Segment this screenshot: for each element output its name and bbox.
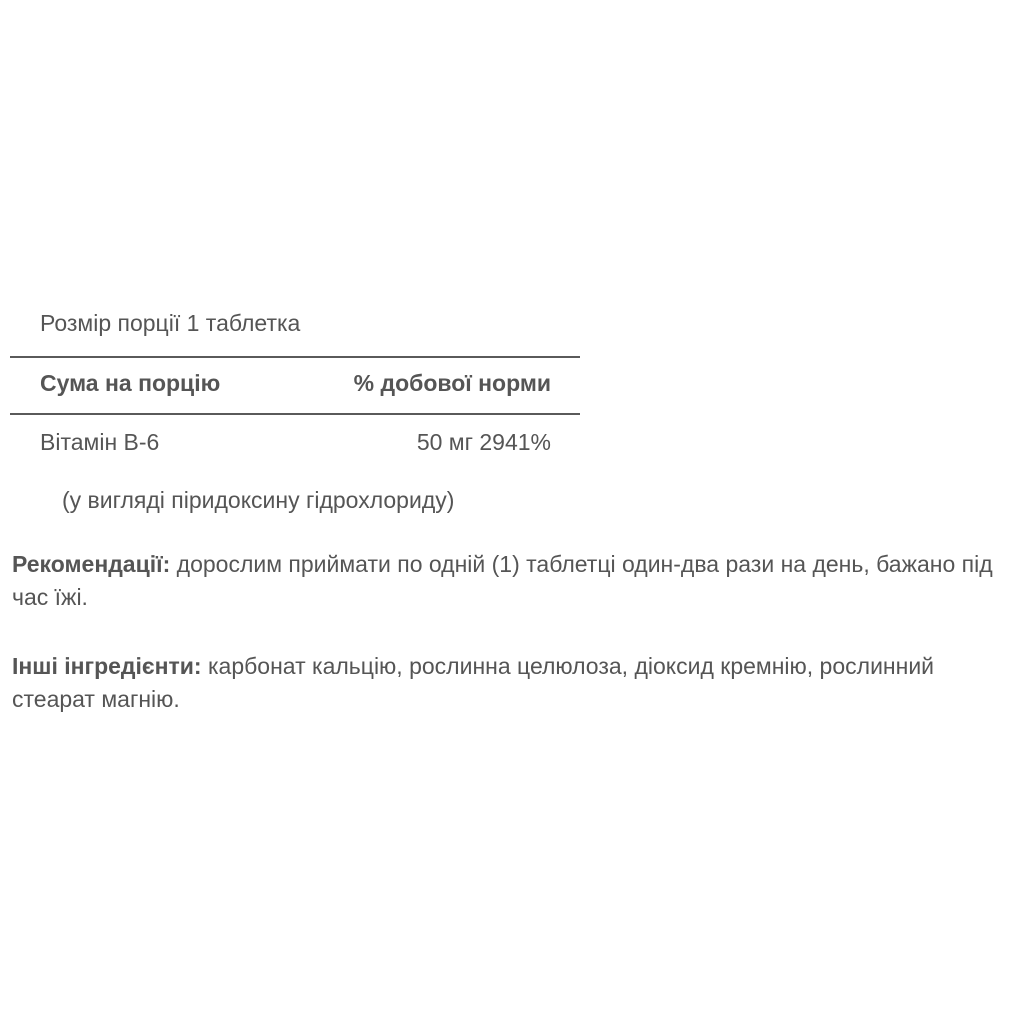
recommendations-label: Рекомендації: [12,551,171,577]
header-daily-value: % добової норми [353,370,551,396]
nutrient-form-note: (у вигляді піридоксину гідрохлориду) [62,487,455,513]
recommendations-text: дорослим приймати по одній (1) таблетці один-два рази на день, бажано під час їжі. [12,551,993,610]
other-ingredients-paragraph [12,650,1017,716]
table-header-divider [10,413,580,415]
nutrient-name: Вітамін В-6 [40,429,160,455]
recommendations-paragraph [12,548,1017,614]
serving-size: Розмір порції 1 таблетка [40,310,301,336]
nutrient-amount: 50 мг 2941% [416,429,551,455]
header-amount-per-serving: Сума на порцію [40,370,221,396]
other-ingredients-label: Інші інгредієнти: [12,653,202,679]
table-top-divider [10,356,580,358]
other-ingredients-text: карбонат кальцію, рослинна целюлоза, діоксид кремнію, рослинний стеарат магнію. [12,653,935,712]
